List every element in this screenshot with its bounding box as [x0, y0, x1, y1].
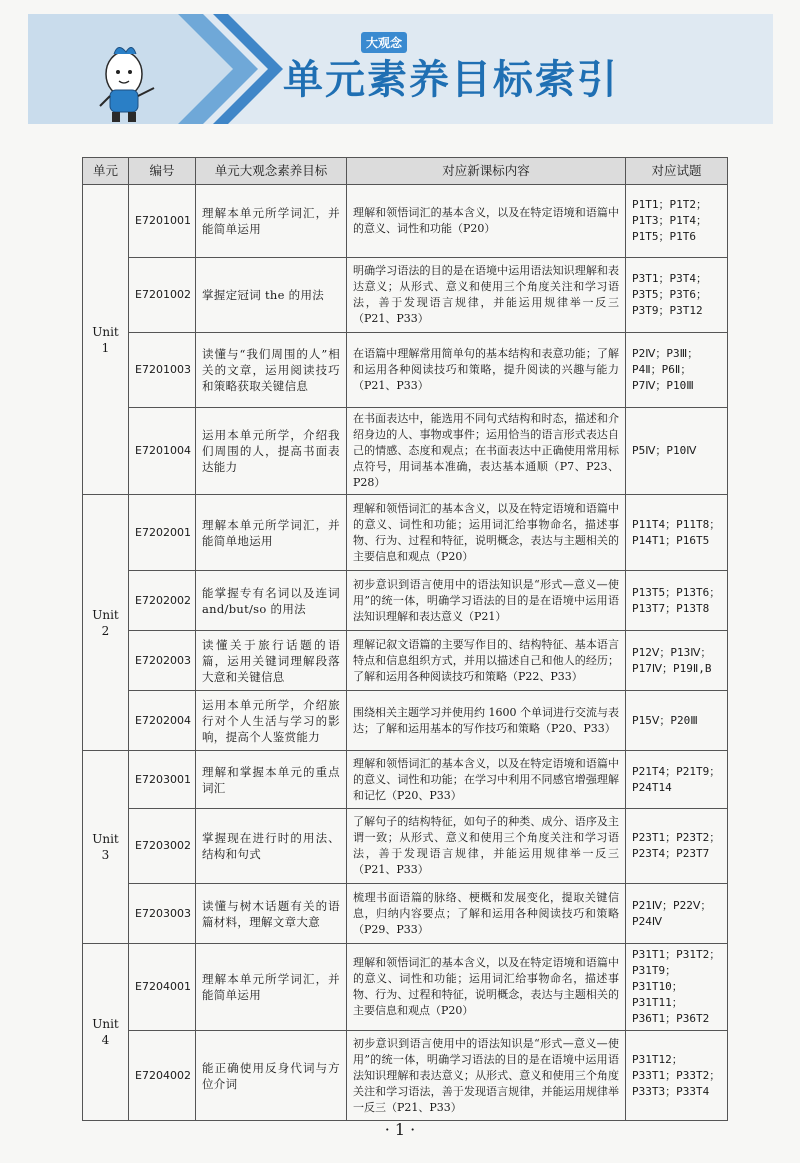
row-exam: P31T12；P33T1；P33T2；P33T3；P33T4 — [626, 1031, 728, 1121]
table-row — [83, 631, 728, 691]
row-content: 梳理书面语篇的脉络、梗概和发展变化，提取关键信息，归纳内容要点；了解和运用各种阅读技巧和策略（P29、P33） — [347, 884, 626, 944]
row-goal: 掌握现在进行时的用法、结构和句式 — [196, 809, 347, 884]
header-goal: 单元大观念素养目标 — [196, 158, 347, 185]
row-exam: P11T4；P11T8；P14T1；P16T5 — [626, 495, 728, 571]
row-goal: 理解本单元所学词汇，并能简单地运用 — [196, 495, 347, 571]
row-exam: P23T1；P23T2；P23T4；P23T7 — [626, 809, 728, 884]
row-goal: 能正确使用反身代词与方位介词 — [196, 1031, 347, 1121]
row-code: E7204002 — [129, 1031, 196, 1121]
title-wrap — [283, 36, 619, 108]
table-row — [83, 571, 728, 631]
row-goal: 掌握定冠词 the 的用法 — [196, 258, 347, 333]
table-row — [83, 944, 728, 1031]
table-header-row — [83, 158, 728, 185]
table-row — [83, 495, 728, 571]
row-code: E7201002 — [129, 258, 196, 333]
row-content: 了解句子的结构特征，如句子的种类、成分、语序及主谓一致；从形式、意义和使用三个角度关注和学习语法，善于发现语言规律，并能运用规律举一反三（P21、P33） — [347, 809, 626, 884]
row-code: E7202002 — [129, 571, 196, 631]
row-content: 理解和领悟词汇的基本含义，以及在特定语境和语篇中的意义、词性和功能；运用词汇给事物命名，描述事物、行为、过程和特征，说明概念，表达与主题相关的主要信息和观点（P20） — [347, 495, 626, 571]
table-row — [83, 809, 728, 884]
row-code: E7201001 — [129, 185, 196, 258]
header-banner — [28, 14, 773, 124]
table-row — [83, 751, 728, 809]
table-row — [83, 1031, 728, 1121]
page-title: 单元素养目标索引 — [283, 57, 619, 103]
page-number: · 1 · — [384, 1120, 416, 1139]
table-row — [83, 691, 728, 751]
unit-label: Unit 2 — [83, 495, 129, 751]
unit-label: Unit 3 — [83, 751, 129, 944]
table-row — [83, 185, 728, 258]
row-code: E7203002 — [129, 809, 196, 884]
row-exam: P15Ⅴ；P20Ⅲ — [626, 691, 728, 751]
row-exam: P12Ⅴ；P13Ⅳ；P17Ⅳ；P19Ⅱ,B — [626, 631, 728, 691]
row-exam: P21T4；P21T9；P24T14 — [626, 751, 728, 809]
header-unit: 单元 — [83, 158, 129, 185]
unit-label: Unit 1 — [83, 185, 129, 495]
header-code: 编号 — [129, 158, 196, 185]
row-code: E7203003 — [129, 884, 196, 944]
row-code: E7201004 — [129, 408, 196, 495]
row-exam: P13T5；P13T6；P13T7；P13T8 — [626, 571, 728, 631]
row-code: E7204001 — [129, 944, 196, 1031]
header-content: 对应新课标内容 — [347, 158, 626, 185]
row-goal: 读懂与“我们周围的人”相关的文章，运用阅读技巧和策略获取关键信息 — [196, 333, 347, 408]
table-row — [83, 408, 728, 495]
row-exam: P31T1；P31T2；P31T9；P31T10；P31T11；P36T1；P36T2 — [626, 944, 728, 1031]
row-content: 围绕相关主题学习并使用约 1600 个单词进行交流与表达；了解和运用基本的写作技巧和策略（P20、P33） — [347, 691, 626, 751]
row-goal: 理解和掌握本单元的重点词汇 — [196, 751, 347, 809]
row-content: 理解和领悟词汇的基本含义，以及在特定语境和语篇中的意义、词性和功能；在学习中利用不同感官增强理解和记忆（P20、P33） — [347, 751, 626, 809]
row-code: E7202004 — [129, 691, 196, 751]
row-goal: 理解本单元所学词汇，并能简单运用 — [196, 944, 347, 1031]
header-exam: 对应试题 — [626, 158, 728, 185]
index-table — [82, 157, 728, 1121]
row-exam: P3T1；P3T4；P3T5；P3T6；P3T9；P3T12 — [626, 258, 728, 333]
row-code: E7201003 — [129, 333, 196, 408]
row-goal: 能掌握专有名词以及连词 and/but/so 的用法 — [196, 571, 347, 631]
row-exam: P21Ⅳ；P22Ⅴ；P24Ⅳ — [626, 884, 728, 944]
row-content: 理解记叙文语篇的主要写作目的、结构特征、基本语言特点和信息组织方式，并用以描述自己和他人的经历；了解和运用各种阅读技巧和策略（P22、P33） — [347, 631, 626, 691]
table-row — [83, 333, 728, 408]
row-goal: 理解本单元所学词汇，并能简单运用 — [196, 185, 347, 258]
row-code: E7202001 — [129, 495, 196, 571]
mascot-icon — [94, 44, 164, 124]
big-idea-tag: 大观念 — [361, 32, 407, 53]
row-exam: P5Ⅳ；P10Ⅳ — [626, 408, 728, 495]
table-row — [83, 258, 728, 333]
row-code: E7203001 — [129, 751, 196, 809]
unit-label: Unit 4 — [83, 944, 129, 1121]
row-goal: 运用本单元所学，介绍旅行对个人生活与学习的影响，提高个人鉴赏能力 — [196, 691, 347, 751]
row-content: 理解和领悟词汇的基本含义，以及在特定语境和语篇中的意义、词性和功能；运用词汇给事物命名，描述事物、行为、过程和特征，说明概念，表达与主题相关的主要信息和观点（P20） — [347, 944, 626, 1031]
row-content: 初步意识到语言使用中的语法知识是“形式—意义—使用”的统一体，明确学习语法的目的是在语境中运用语法知识理解和表达意义；从形式、意义和使用三个角度关注和学习语法，善于发现语言规律，并能运用规律举一反三（P21、P33） — [347, 1031, 626, 1121]
row-exam: P2Ⅳ；P3Ⅲ；P4Ⅱ；P6Ⅱ；P7Ⅳ；P10Ⅲ — [626, 333, 728, 408]
table-row — [83, 884, 728, 944]
row-content: 在书面表达中，能选用不同句式结构和时态，描述和介绍身边的人、事物或事件；运用恰当的语言形式表达自己的情感、态度和观点；在书面表达中正确使用常用标点符号，用词基本准确，表达基本通顺（P7、P23、P28） — [347, 408, 626, 495]
row-goal: 读懂关于旅行话题的语篇，运用关键词理解段落大意和关键信息 — [196, 631, 347, 691]
row-goal: 运用本单元所学，介绍我们周围的人，提高书面表达能力 — [196, 408, 347, 495]
row-content: 理解和领悟词汇的基本含义，以及在特定语境和语篇中的意义、词性和功能（P20） — [347, 185, 626, 258]
row-content: 明确学习语法的目的是在语境中运用语法知识理解和表达意义；从形式、意义和使用三个角度关注和学习语法，善于发现语言规律，并能运用规律举一反三（P21、P33） — [347, 258, 626, 333]
row-content: 初步意识到语言使用中的语法知识是“形式—意义—使用”的统一体，明确学习语法的目的是在语境中运用语法知识理解和表达意义（P21） — [347, 571, 626, 631]
row-code: E7202003 — [129, 631, 196, 691]
row-content: 在语篇中理解常用简单句的基本结构和表意功能；了解和运用各种阅读技巧和策略，提升阅读的兴趣与能力（P21、P33） — [347, 333, 626, 408]
row-exam: P1T1；P1T2；P1T3；P1T4；P1T5；P1T6 — [626, 185, 728, 258]
row-goal: 读懂与树木话题有关的语篇材料，理解文章大意 — [196, 884, 347, 944]
